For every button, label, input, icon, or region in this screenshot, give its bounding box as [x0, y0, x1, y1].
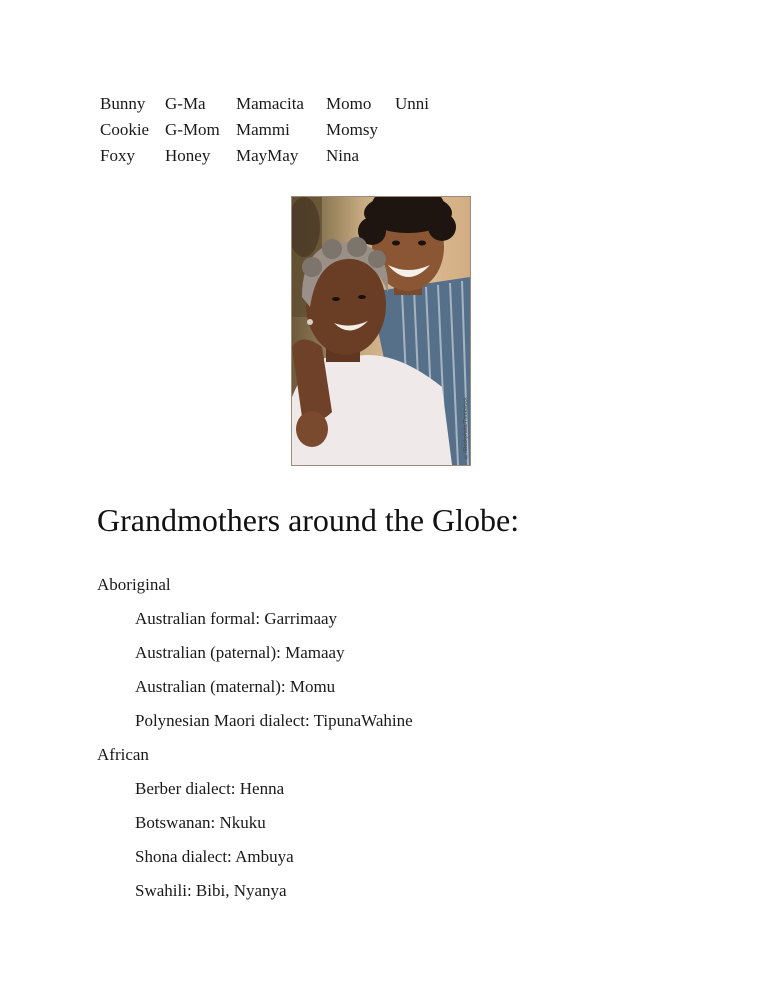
nickname-grid: [100, 91, 455, 169]
group-label-african: African: [97, 745, 149, 764]
list-item: Botswanan: Nkuku: [135, 813, 266, 832]
nickname: Bunny: [100, 94, 146, 113]
nickname: [395, 143, 455, 169]
section-heading: Grandmothers around the Globe:: [97, 502, 520, 538]
nickname: MayMay: [236, 146, 299, 165]
list-item: Australian (maternal): Momu: [135, 677, 336, 696]
photo-credit: ©iStockphoto/Thinkstock: [463, 396, 469, 459]
nickname: [395, 117, 455, 143]
nickname: Cookie: [100, 120, 150, 139]
nickname: Honey: [165, 146, 211, 165]
nickname: Unni: [395, 94, 429, 113]
nickname: Nina: [326, 146, 360, 165]
group-label-aboriginal: Aboriginal: [97, 575, 171, 594]
list-item: Australian formal: Garrimaay: [135, 609, 338, 628]
nickname: Momo: [326, 94, 372, 113]
grandmother-names-list: [97, 568, 413, 908]
grandmother-grandson-photo: [291, 196, 471, 466]
photo-illustration: [292, 197, 470, 465]
nickname: Mamacita: [236, 94, 304, 113]
nickname: Momsy: [326, 120, 378, 139]
list-item: Swahili: Bibi, Nyanya: [135, 881, 287, 900]
nickname: Mammi: [236, 120, 290, 139]
list-item: Shona dialect: Ambuya: [135, 847, 294, 866]
nickname: G-Ma: [165, 94, 206, 113]
list-item: Australian (paternal): Mamaay: [135, 643, 345, 662]
nickname: Foxy: [100, 146, 135, 165]
nickname: G-Mom: [165, 120, 220, 139]
list-item: Polynesian Maori dialect: TipunaWahine: [135, 711, 413, 730]
list-item: Berber dialect: Henna: [135, 779, 285, 798]
